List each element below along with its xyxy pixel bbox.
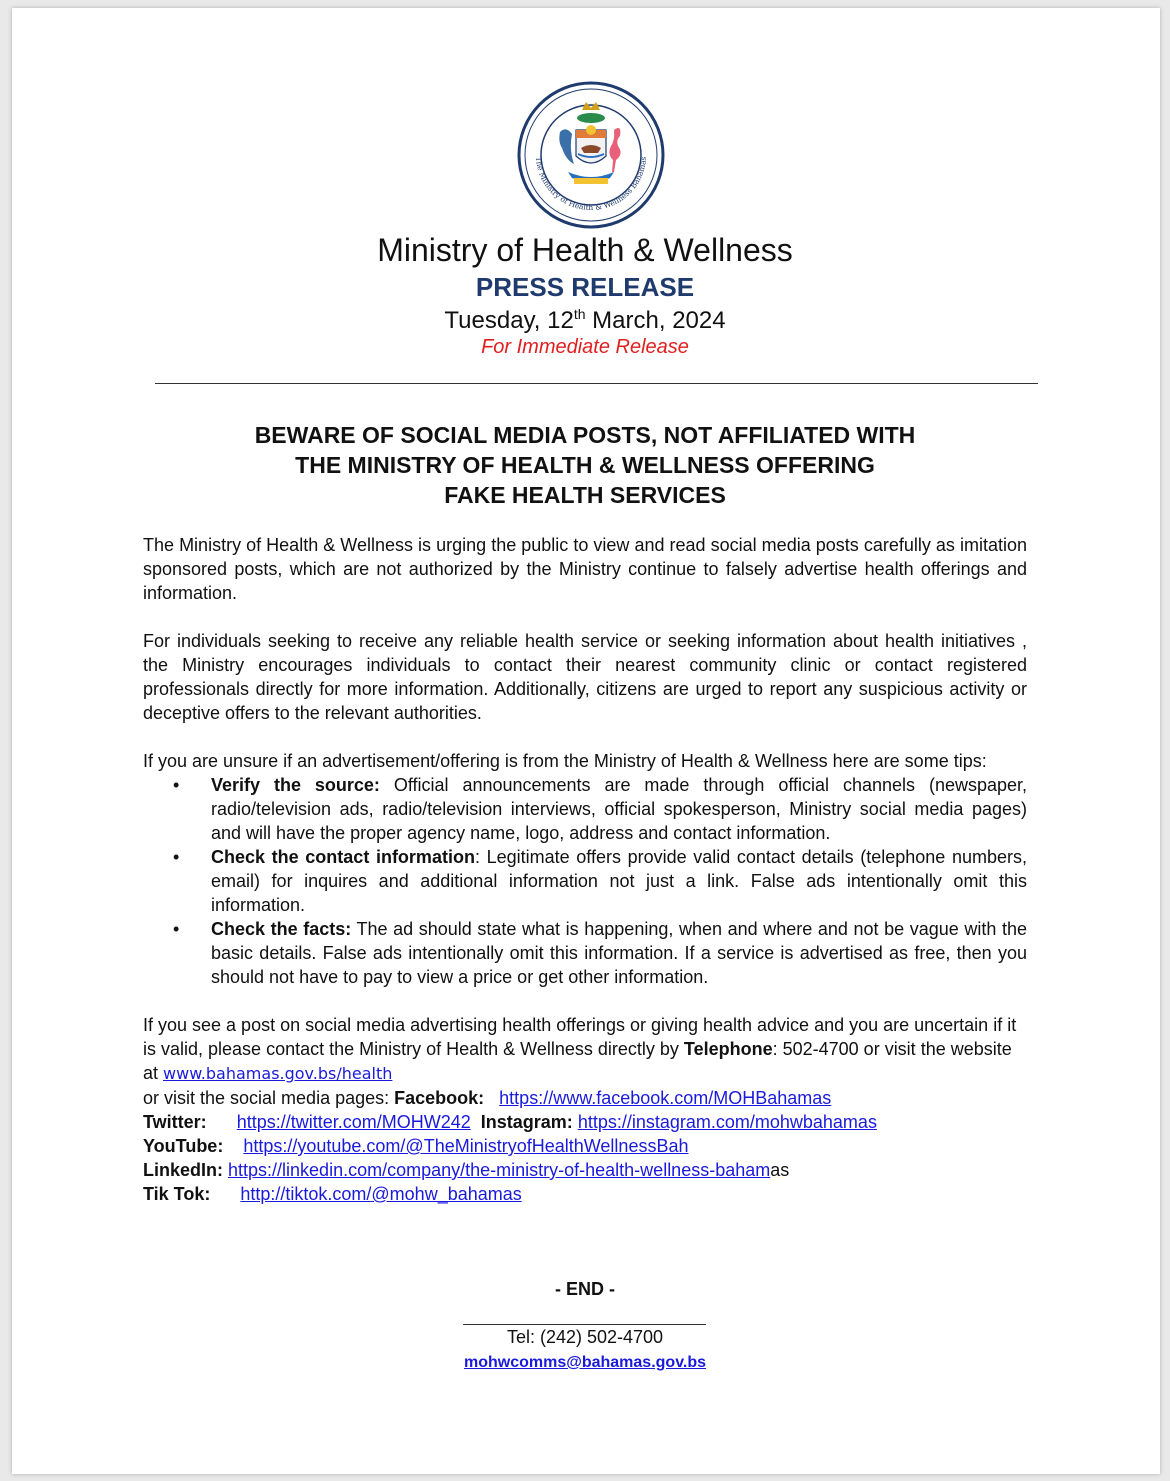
header-divider xyxy=(155,383,1038,384)
ministry-seal-logo xyxy=(516,80,666,230)
press-release-label: PRESS RELEASE xyxy=(475,272,695,302)
paragraph-guidance: For individuals seeking to receive any reliable health service or seeking information about health initiatives , the Ministry encourages individuals to contact their nearest community clinic or contact registered professionals directly for more information. Additionally, citizens are urged to report any suspicious activity or deceptive offers to the relevant authorities. xyxy=(143,631,1027,723)
social-row-linkedin: LinkedIn: https://linkedin.com/company/the-ministry-of-health-wellness-bahamas xyxy=(143,1160,790,1180)
svg-text:The Ministry of Health & Welln: The Ministry of Health & Wellness Bahamas xyxy=(533,156,648,212)
footer-telephone: Tel: (242) 502-4700 xyxy=(506,1327,664,1347)
immediate-release-label: For Immediate Release xyxy=(481,336,689,358)
youtube-link[interactable]: https://youtube.com/@TheMinistryofHealthWellnessBah xyxy=(243,1136,689,1156)
headline: BEWARE OF SOCIAL MEDIA POSTS, NOT AFFILIATED WITH THE MINISTRY OF HEALTH & WELLNESS OFFERING FAKE HEALTH SERVICES xyxy=(254,422,916,508)
contact-paragraph: If you see a post on social media advertising health offerings or giving health advice and you are uncertain if it is valid, please contact the Ministry of Health & Wellness directly by Telephone: 502-4700 or visit the website at www.bahamas.gov.bs/health xyxy=(143,1015,1017,1083)
social-row-youtube: YouTube: https://youtube.com/@TheMinistryofHealthWellnessBah xyxy=(143,1136,689,1156)
release-body xyxy=(143,533,1027,1206)
social-row-tiktok: Tik Tok: http://tiktok.com/@mohw_bahamas xyxy=(143,1184,522,1204)
facebook-link[interactable]: https://www.facebook.com/MOHBahamas xyxy=(499,1088,832,1108)
footer-divider xyxy=(463,1324,706,1325)
social-row-twitter: Twitter: https://twitter.com/MOHW242 Instagram: https://instagram.com/mohwbahamas xyxy=(143,1112,877,1132)
ministry-name: Ministry of Health & Wellness xyxy=(377,232,793,268)
linkedin-link[interactable]: https://linkedin.com/company/the-ministry-of-health-wellness-baham xyxy=(228,1160,771,1180)
release-date: Tuesday, 12th March, 2024 xyxy=(444,306,726,334)
footer-email-link[interactable]: mohwcomms@bahamas.gov.bs xyxy=(463,1354,707,1371)
end-marker: - END - xyxy=(555,1279,615,1299)
tips-list xyxy=(143,773,1027,989)
list-item: • Check the contact information: Legitimate offers provide valid contact details (telephone numbers, email) for inquires and additional information not just a link. False ads intentionally omit this information. xyxy=(211,845,1027,917)
instagram-link[interactable]: https://instagram.com/mohwbahamas xyxy=(577,1112,877,1132)
twitter-link[interactable]: https://twitter.com/MOHW242 xyxy=(236,1112,471,1132)
paragraph-tips-intro: If you are unsure if an advertisement/offering is from the Ministry of Health & Wellness here are some tips: xyxy=(143,751,987,771)
list-item: • Verify the source: Official announcements are made through official channels (newspaper, radio/television ads, radio/television interviews, official spokesperson, Ministry social media pages) and will have the proper agency name, logo, address and contact information. xyxy=(211,773,1027,845)
list-item: • Check the facts: The ad should state what is happening, when and where and not be vague with the basic details. False ads intentionally omit this information. If a service is advertised as free, then you should not have to pay to view a price or get other information. xyxy=(211,917,1027,989)
paragraph-intro: The Ministry of Health & Wellness is urging the public to view and read social media posts carefully as imitation sponsored posts, which are not authorized by the Ministry continue to falsely advertise health offerings and information. xyxy=(143,535,1027,603)
website-link[interactable]: www.bahamas.gov.bs/health xyxy=(163,1064,393,1083)
social-row-facebook: or visit the social media pages: Facebook: https://www.facebook.com/MOHBahamas xyxy=(143,1088,832,1108)
tiktok-link[interactable]: http://tiktok.com/@mohw_bahamas xyxy=(240,1184,522,1204)
